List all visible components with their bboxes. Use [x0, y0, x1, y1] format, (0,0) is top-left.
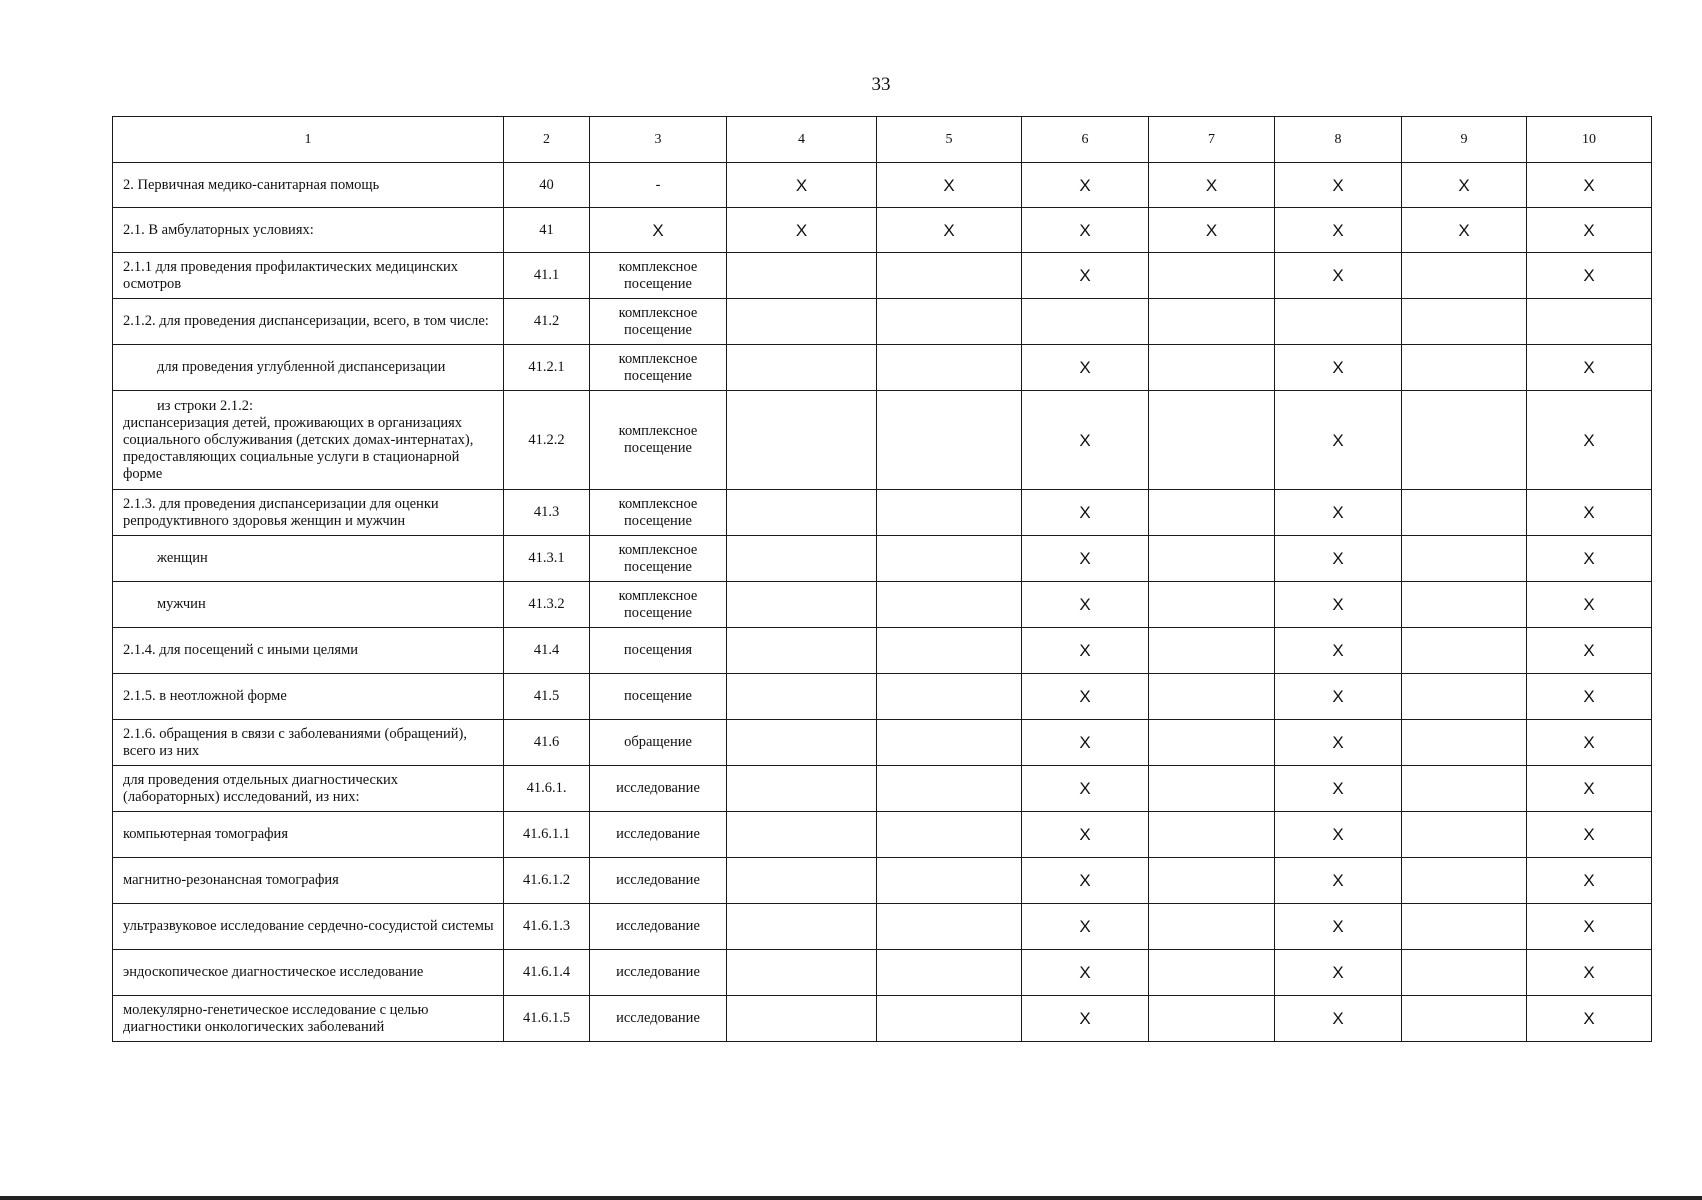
- cell-col-4: [727, 536, 877, 582]
- row-unit: посещение: [590, 674, 727, 720]
- row-unit: обращение: [590, 720, 727, 766]
- cell-col-6: X: [1022, 628, 1149, 674]
- row-label: ультразвуковое исследование сердечно-сосудистой системы: [113, 904, 504, 950]
- table-body: [113, 117, 1652, 1042]
- row-label: женщин: [113, 536, 504, 582]
- column-header-1: 1: [113, 117, 504, 163]
- table-row: [113, 345, 1652, 391]
- row-code: 41.6.1.1: [504, 812, 590, 858]
- cell-col-4: [727, 299, 877, 345]
- cell-col-8: X: [1275, 391, 1402, 490]
- cell-col-6: X: [1022, 490, 1149, 536]
- cell-col-9: X: [1402, 163, 1527, 208]
- row-code: 41.6.1.: [504, 766, 590, 812]
- row-unit: исследование: [590, 812, 727, 858]
- cell-col-8: X: [1275, 536, 1402, 582]
- row-unit: исследование: [590, 904, 727, 950]
- cell-col-9: [1402, 345, 1527, 391]
- cell-col-8: [1275, 299, 1402, 345]
- cell-col-8: X: [1275, 674, 1402, 720]
- cell-col-9: [1402, 490, 1527, 536]
- row-unit: комплексное посещение: [590, 253, 727, 299]
- table-row: [113, 299, 1652, 345]
- column-header-2: 2: [504, 117, 590, 163]
- row-unit: X: [590, 208, 727, 253]
- cell-col-5: [877, 996, 1022, 1042]
- cell-col-10: X: [1527, 536, 1652, 582]
- cell-col-9: [1402, 904, 1527, 950]
- cell-col-6: X: [1022, 391, 1149, 490]
- cell-col-10: X: [1527, 950, 1652, 996]
- cell-col-7: [1149, 904, 1275, 950]
- cell-col-7: [1149, 345, 1275, 391]
- cell-col-5: [877, 674, 1022, 720]
- cell-col-4: [727, 391, 877, 490]
- cell-col-8: X: [1275, 345, 1402, 391]
- cell-col-7: [1149, 582, 1275, 628]
- cell-col-10: X: [1527, 674, 1652, 720]
- cell-col-4: [727, 812, 877, 858]
- cell-col-5: [877, 582, 1022, 628]
- cell-col-7: [1149, 628, 1275, 674]
- cell-col-9: [1402, 582, 1527, 628]
- cell-col-4: [727, 766, 877, 812]
- cell-col-10: X: [1527, 720, 1652, 766]
- cell-col-8: X: [1275, 163, 1402, 208]
- cell-col-6: [1022, 299, 1149, 345]
- table-row: [113, 950, 1652, 996]
- cell-col-5: [877, 858, 1022, 904]
- cell-col-7: [1149, 766, 1275, 812]
- page-bottom-edge: [0, 1196, 1702, 1200]
- cell-col-6: X: [1022, 208, 1149, 253]
- cell-col-4: X: [727, 163, 877, 208]
- cell-col-5: [877, 490, 1022, 536]
- column-header-7: 7: [1149, 117, 1275, 163]
- cell-col-4: [727, 345, 877, 391]
- cell-col-10: X: [1527, 582, 1652, 628]
- table-row: [113, 582, 1652, 628]
- row-unit: -: [590, 163, 727, 208]
- row-label: молекулярно-генетическое исследование с целью диагностики онкологических заболеваний: [113, 996, 504, 1042]
- row-code: 40: [504, 163, 590, 208]
- column-header-4: 4: [727, 117, 877, 163]
- table-row: [113, 720, 1652, 766]
- cell-col-8: X: [1275, 996, 1402, 1042]
- cell-col-8: X: [1275, 628, 1402, 674]
- row-label: 2.1.1 для проведения профилактических медицинских осмотров: [113, 253, 504, 299]
- cell-col-4: [727, 950, 877, 996]
- row-label: магнитно-резонансная томография: [113, 858, 504, 904]
- cell-col-6: X: [1022, 582, 1149, 628]
- row-label: 2.1.5. в неотложной форме: [113, 674, 504, 720]
- cell-col-6: X: [1022, 812, 1149, 858]
- table-row: [113, 208, 1652, 253]
- cell-col-10: X: [1527, 208, 1652, 253]
- row-label-text: диспансеризация детей, проживающих в организациях социального обслуживания (детских домах-интернатах), предоставляющих социальные услуги в стационарной форме: [123, 414, 474, 482]
- table-row: [113, 904, 1652, 950]
- cell-col-5: [877, 720, 1022, 766]
- table-row: [113, 163, 1652, 208]
- column-header-3: 3: [590, 117, 727, 163]
- cell-col-9: [1402, 253, 1527, 299]
- row-label: для проведения углубленной диспансеризации: [113, 345, 504, 391]
- row-code: 41.2.1: [504, 345, 590, 391]
- table-row: [113, 858, 1652, 904]
- row-label: 2.1.6. обращения в связи с заболеваниями (обращений), всего из них: [113, 720, 504, 766]
- row-code: 41.6.1.2: [504, 858, 590, 904]
- cell-col-8: X: [1275, 490, 1402, 536]
- header-row: [113, 117, 1652, 163]
- row-code: 41.3.1: [504, 536, 590, 582]
- row-unit: комплексное посещение: [590, 582, 727, 628]
- cell-col-6: X: [1022, 720, 1149, 766]
- row-unit: посещения: [590, 628, 727, 674]
- row-code: 41.3: [504, 490, 590, 536]
- row-unit: комплексное посещение: [590, 391, 727, 490]
- row-code: 41.4: [504, 628, 590, 674]
- cell-col-10: X: [1527, 766, 1652, 812]
- cell-col-5: [877, 812, 1022, 858]
- cell-col-9: [1402, 299, 1527, 345]
- table-row: [113, 812, 1652, 858]
- row-code: 41.5: [504, 674, 590, 720]
- cell-col-4: [727, 253, 877, 299]
- cell-col-5: X: [877, 163, 1022, 208]
- cell-col-9: [1402, 996, 1527, 1042]
- row-label: компьютерная томография: [113, 812, 504, 858]
- cell-col-6: X: [1022, 996, 1149, 1042]
- cell-col-9: [1402, 812, 1527, 858]
- cell-col-7: [1149, 536, 1275, 582]
- cell-col-9: [1402, 858, 1527, 904]
- cell-col-5: [877, 536, 1022, 582]
- table-row: [113, 674, 1652, 720]
- row-unit: комплексное посещение: [590, 345, 727, 391]
- cell-col-8: X: [1275, 812, 1402, 858]
- cell-col-8: X: [1275, 208, 1402, 253]
- cell-col-9: [1402, 536, 1527, 582]
- table-row: [113, 490, 1652, 536]
- row-label: [113, 391, 504, 490]
- cell-col-8: X: [1275, 904, 1402, 950]
- cell-col-7: [1149, 720, 1275, 766]
- cell-col-5: [877, 299, 1022, 345]
- cell-col-7: [1149, 299, 1275, 345]
- cell-col-9: [1402, 628, 1527, 674]
- cell-col-5: [877, 391, 1022, 490]
- table-row: [113, 996, 1652, 1042]
- table-row: [113, 628, 1652, 674]
- cell-col-7: X: [1149, 163, 1275, 208]
- cell-col-8: X: [1275, 253, 1402, 299]
- cell-col-10: X: [1527, 812, 1652, 858]
- cell-col-7: X: [1149, 208, 1275, 253]
- row-unit: исследование: [590, 950, 727, 996]
- row-label: эндоскопическое диагностическое исследование: [113, 950, 504, 996]
- cell-col-7: [1149, 950, 1275, 996]
- cell-col-10: X: [1527, 163, 1652, 208]
- cell-col-6: X: [1022, 674, 1149, 720]
- column-header-9: 9: [1402, 117, 1527, 163]
- row-code: 41.6.1.4: [504, 950, 590, 996]
- cell-col-10: X: [1527, 858, 1652, 904]
- cell-col-9: [1402, 674, 1527, 720]
- cell-col-6: X: [1022, 950, 1149, 996]
- page-number: 33: [871, 74, 891, 95]
- cell-col-8: X: [1275, 766, 1402, 812]
- cell-col-10: X: [1527, 391, 1652, 490]
- table-row: [113, 536, 1652, 582]
- cell-col-10: X: [1527, 490, 1652, 536]
- cell-col-7: [1149, 858, 1275, 904]
- row-unit: исследование: [590, 766, 727, 812]
- row-unit: комплексное посещение: [590, 299, 727, 345]
- document-table: [112, 116, 1652, 1042]
- row-label: мужчин: [113, 582, 504, 628]
- row-unit: исследование: [590, 858, 727, 904]
- cell-col-4: [727, 628, 877, 674]
- cell-col-4: X: [727, 208, 877, 253]
- cell-col-5: [877, 950, 1022, 996]
- row-label: 2.1.4. для посещений с иными целями: [113, 628, 504, 674]
- row-label: 2.1. В амбулаторных условиях:: [113, 208, 504, 253]
- cell-col-8: X: [1275, 720, 1402, 766]
- cell-col-7: [1149, 674, 1275, 720]
- cell-col-7: [1149, 253, 1275, 299]
- cell-col-4: [727, 674, 877, 720]
- cell-col-5: X: [877, 208, 1022, 253]
- cell-col-10: X: [1527, 996, 1652, 1042]
- row-code: 41.3.2: [504, 582, 590, 628]
- table-row: [113, 766, 1652, 812]
- cell-col-4: [727, 720, 877, 766]
- column-header-8: 8: [1275, 117, 1402, 163]
- cell-col-6: X: [1022, 858, 1149, 904]
- row-code: 41: [504, 208, 590, 253]
- row-label: 2. Первичная медико-санитарная помощь: [113, 163, 504, 208]
- cell-col-6: X: [1022, 163, 1149, 208]
- cell-col-6: X: [1022, 904, 1149, 950]
- cell-col-7: [1149, 490, 1275, 536]
- cell-col-10: X: [1527, 253, 1652, 299]
- cell-col-4: [727, 996, 877, 1042]
- row-code: 41.2: [504, 299, 590, 345]
- cell-col-5: [877, 766, 1022, 812]
- cell-col-6: X: [1022, 345, 1149, 391]
- row-code: 41.6.1.3: [504, 904, 590, 950]
- cell-col-6: X: [1022, 253, 1149, 299]
- cell-col-5: [877, 628, 1022, 674]
- cell-col-7: [1149, 391, 1275, 490]
- cell-col-7: [1149, 812, 1275, 858]
- row-code: 41.6: [504, 720, 590, 766]
- cell-col-9: [1402, 391, 1527, 490]
- cell-col-5: [877, 345, 1022, 391]
- cell-col-6: X: [1022, 766, 1149, 812]
- cell-col-4: [727, 582, 877, 628]
- cell-col-9: [1402, 720, 1527, 766]
- row-code: 41.2.2: [504, 391, 590, 490]
- cell-col-10: X: [1527, 904, 1652, 950]
- cell-col-8: X: [1275, 950, 1402, 996]
- cell-col-10: X: [1527, 628, 1652, 674]
- row-code: 41.6.1.5: [504, 996, 590, 1042]
- cell-col-10: [1527, 299, 1652, 345]
- cell-col-6: X: [1022, 536, 1149, 582]
- column-header-10: 10: [1527, 117, 1652, 163]
- cell-col-9: X: [1402, 208, 1527, 253]
- row-label: для проведения отдельных диагностических (лабораторных) исследований, из них:: [113, 766, 504, 812]
- row-unit: исследование: [590, 996, 727, 1042]
- cell-col-7: [1149, 996, 1275, 1042]
- cell-col-4: [727, 904, 877, 950]
- row-label: 2.1.2. для проведения диспансеризации, всего, в том числе:: [113, 299, 504, 345]
- table-row: [113, 253, 1652, 299]
- cell-col-9: [1402, 766, 1527, 812]
- row-unit: комплексное посещение: [590, 536, 727, 582]
- table-row: [113, 391, 1652, 490]
- row-unit: комплексное посещение: [590, 490, 727, 536]
- cell-col-5: [877, 904, 1022, 950]
- row-code: 41.1: [504, 253, 590, 299]
- cell-col-10: X: [1527, 345, 1652, 391]
- column-header-5: 5: [877, 117, 1022, 163]
- row-label: 2.1.3. для проведения диспансеризации для оценки репродуктивного здоровья женщин и мужчин: [113, 490, 504, 536]
- column-header-6: 6: [1022, 117, 1149, 163]
- row-label-heading: из строки 2.1.2:: [157, 397, 254, 414]
- cell-col-8: X: [1275, 582, 1402, 628]
- cell-col-5: [877, 253, 1022, 299]
- cell-col-9: [1402, 950, 1527, 996]
- cell-col-4: [727, 490, 877, 536]
- cell-col-4: [727, 858, 877, 904]
- cell-col-8: X: [1275, 858, 1402, 904]
